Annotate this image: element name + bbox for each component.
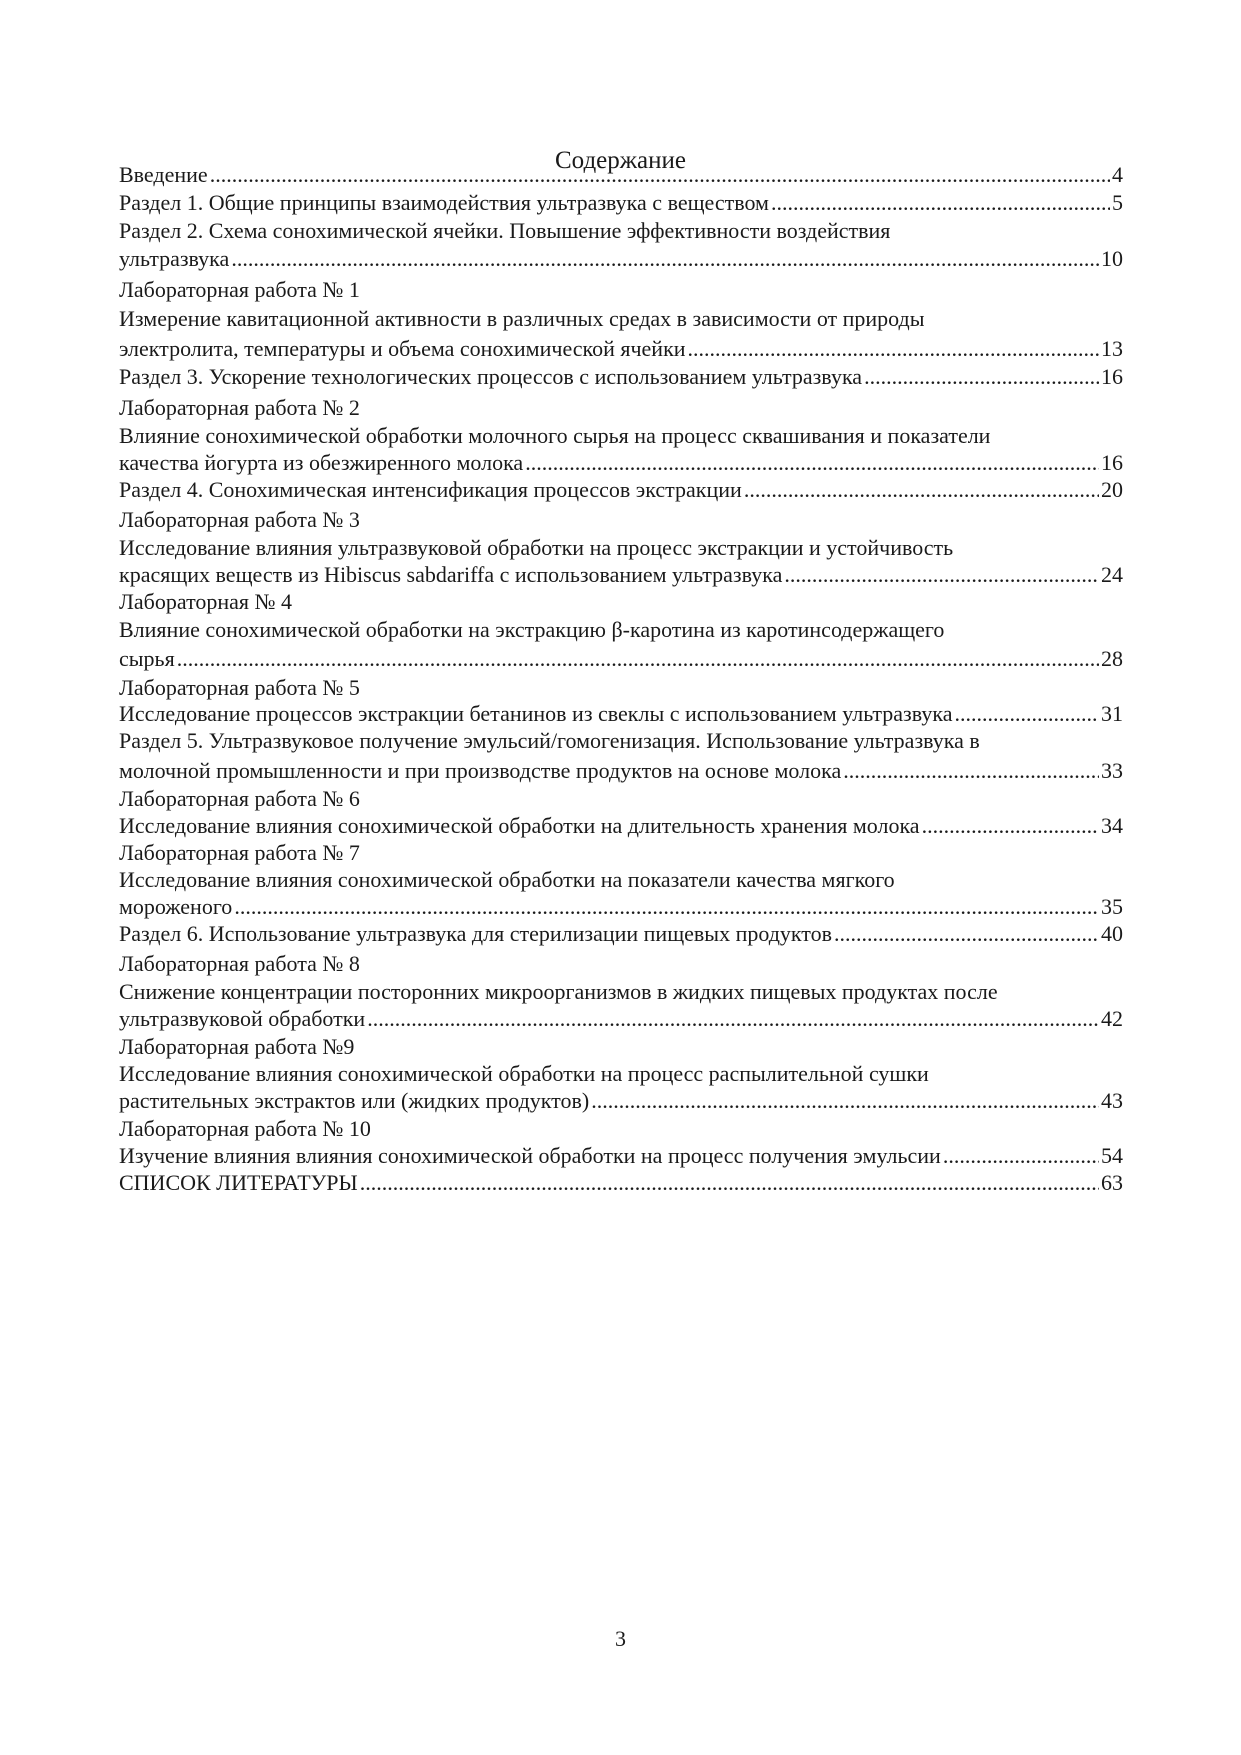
dot-leader: [525, 450, 1099, 476]
toc-entry-title: качества йогурта из обезжиренного молока: [119, 450, 524, 475]
toc-heading-line: Лабораторная работа № 5: [119, 675, 360, 700]
toc-heading-line: Раздел 2. Схема сонохимической ячейки. Повышение эффективности воздействия: [119, 218, 891, 243]
toc-heading-line: Раздел 5. Ультразвуковое получение эмульсий/гомогенизация. Использование ультразвука в: [119, 728, 980, 753]
dot-leader: [234, 894, 1099, 920]
toc-entry: [119, 758, 1123, 784]
toc-entry-page: 4: [1112, 162, 1123, 187]
toc-heading-line: Исследование влияния сонохимической обработки на показатели качества мягкого: [119, 867, 895, 892]
dot-leader: [843, 758, 1099, 784]
dot-leader: [367, 1006, 1099, 1032]
dot-leader: [943, 1143, 1099, 1169]
toc-entry: [119, 562, 1123, 588]
toc-entry-title: Раздел 6. Использование ультразвука для стерилизации пищевых продуктов: [119, 921, 833, 946]
toc-entry-page: 10: [1101, 246, 1123, 271]
toc-heading-line: Измерение кавитационной активности в различных средах в зависимости от природы: [119, 306, 925, 331]
toc-heading-line: Лабораторная работа № 1: [119, 277, 360, 302]
toc-entry: [119, 646, 1123, 672]
toc-entry-title: молочной промышленности и при производстве продуктов на основе молока: [119, 758, 842, 783]
toc-entry-page: 16: [1101, 450, 1123, 475]
toc-entry: [119, 701, 1123, 727]
dot-leader: [834, 921, 1099, 947]
toc-entry: [119, 1143, 1123, 1169]
dot-leader: [210, 162, 1110, 188]
dot-leader: [922, 813, 1099, 839]
toc-entry: [119, 364, 1123, 390]
dot-leader: [784, 562, 1099, 588]
toc-heading-line: Лабораторная работа № 10: [119, 1116, 371, 1141]
toc-heading-line: Лабораторная работа № 6: [119, 786, 360, 811]
dot-leader: [591, 1088, 1099, 1114]
toc-entry: [119, 450, 1123, 476]
toc-heading-line: Снижение концентрации посторонних микроорганизмов в жидких пищевых продуктах после: [119, 979, 998, 1004]
toc-entry-page: 20: [1101, 477, 1123, 502]
toc-entry-page: 63: [1101, 1170, 1123, 1195]
toc-heading-line: Лабораторная работа №9: [119, 1034, 355, 1059]
dot-leader: [955, 701, 1100, 727]
toc-heading-line: Лабораторная работа № 8: [119, 951, 360, 976]
toc-entry-page: 54: [1101, 1143, 1123, 1168]
dot-leader: [864, 364, 1099, 390]
toc-entry-title: электролита, температуры и объема сонохимической ячейки: [119, 336, 686, 361]
toc-entry: [119, 921, 1123, 947]
toc-entry-title: красящих веществ из Hibiscus sabdariffa с использованием ультразвука: [119, 562, 783, 587]
toc-entry-page: 13: [1101, 336, 1123, 361]
toc-entry-title: мороженого: [119, 894, 233, 919]
toc-entry: [119, 813, 1123, 839]
toc-heading-line: Лабораторная № 4: [119, 589, 293, 614]
toc-entry-page: 42: [1101, 1006, 1123, 1031]
toc-heading-line: Влияние сонохимической обработки молочного сырья на процесс сквашивания и показатели: [119, 423, 991, 448]
toc-entry: [119, 1170, 1123, 1196]
page-number: 3: [615, 1626, 626, 1651]
toc-entry-title: Раздел 4. Сонохимическая интенсификация процессов экстракции: [119, 477, 742, 502]
toc-entry: [119, 246, 1123, 272]
toc-entry: [119, 1088, 1123, 1114]
dot-leader: [177, 646, 1099, 672]
toc-title: Содержание: [555, 147, 686, 174]
toc-entry-page: 35: [1101, 894, 1123, 919]
dot-leader: [360, 1170, 1099, 1196]
toc-entry: [119, 477, 1123, 503]
toc-entry-title: Раздел 1. Общие принципы взаимодействия ультразвука с веществом: [119, 190, 769, 215]
toc-entry: [119, 190, 1123, 216]
toc-entry-title: Изучение влияния влияния сонохимической обработки на процесс получения эмульсии: [119, 1143, 941, 1168]
dot-leader: [231, 246, 1099, 272]
toc-heading-line: Лабораторная работа № 7: [119, 840, 360, 865]
toc-heading-line: Лабораторная работа № 2: [119, 395, 360, 420]
toc-heading-line: Лабораторная работа № 3: [119, 507, 360, 532]
toc-entry-page: 24: [1101, 562, 1123, 587]
toc-heading-line: Исследование влияния ультразвуковой обработки на процесс экстракции и устойчивость: [119, 535, 954, 560]
dot-leader: [688, 336, 1099, 362]
toc-entry-title: ультразвуковой обработки: [119, 1006, 366, 1031]
toc-entry: [119, 894, 1123, 920]
toc-entry-page: 5: [1112, 190, 1123, 215]
toc-entry-title: СПИСОК ЛИТЕРАТУРЫ: [119, 1170, 358, 1195]
toc-heading-line: Влияние сонохимической обработки на экстракцию β-каротина из каротинсодержащего: [119, 617, 945, 642]
toc-entry-title: ультразвука: [119, 246, 230, 271]
toc-entry-page: 31: [1101, 701, 1123, 726]
toc-entry-title: сырья: [119, 646, 175, 671]
toc-entry: [119, 162, 1123, 188]
toc-entry: [119, 1006, 1123, 1032]
toc-entry-page: 34: [1101, 813, 1123, 838]
toc-entry-page: 33: [1101, 758, 1123, 783]
toc-entry-title: Раздел 3. Ускорение технологических процессов с использованием ультразвука: [119, 364, 863, 389]
toc-entry-title: растительных экстрактов или (жидких продуктов): [119, 1088, 590, 1113]
toc-entry-title: Исследование влияния сонохимической обработки на длительность хранения молока: [119, 813, 920, 838]
toc-entry-page: 40: [1101, 921, 1123, 946]
toc-entry: [119, 336, 1123, 362]
toc-entry-title: Исследование процессов экстракции бетанинов из свеклы с использованием ультразвука: [119, 701, 953, 726]
toc-entry-page: 43: [1101, 1088, 1123, 1113]
toc-entry-title: Введение: [119, 162, 208, 187]
dot-leader: [744, 477, 1099, 503]
toc-entry-page: 28: [1101, 646, 1123, 671]
toc-entry-page: 16: [1101, 364, 1123, 389]
dot-leader: [771, 190, 1110, 216]
toc-heading-line: Исследование влияния сонохимической обработки на процесс распылительной сушки: [119, 1061, 929, 1086]
